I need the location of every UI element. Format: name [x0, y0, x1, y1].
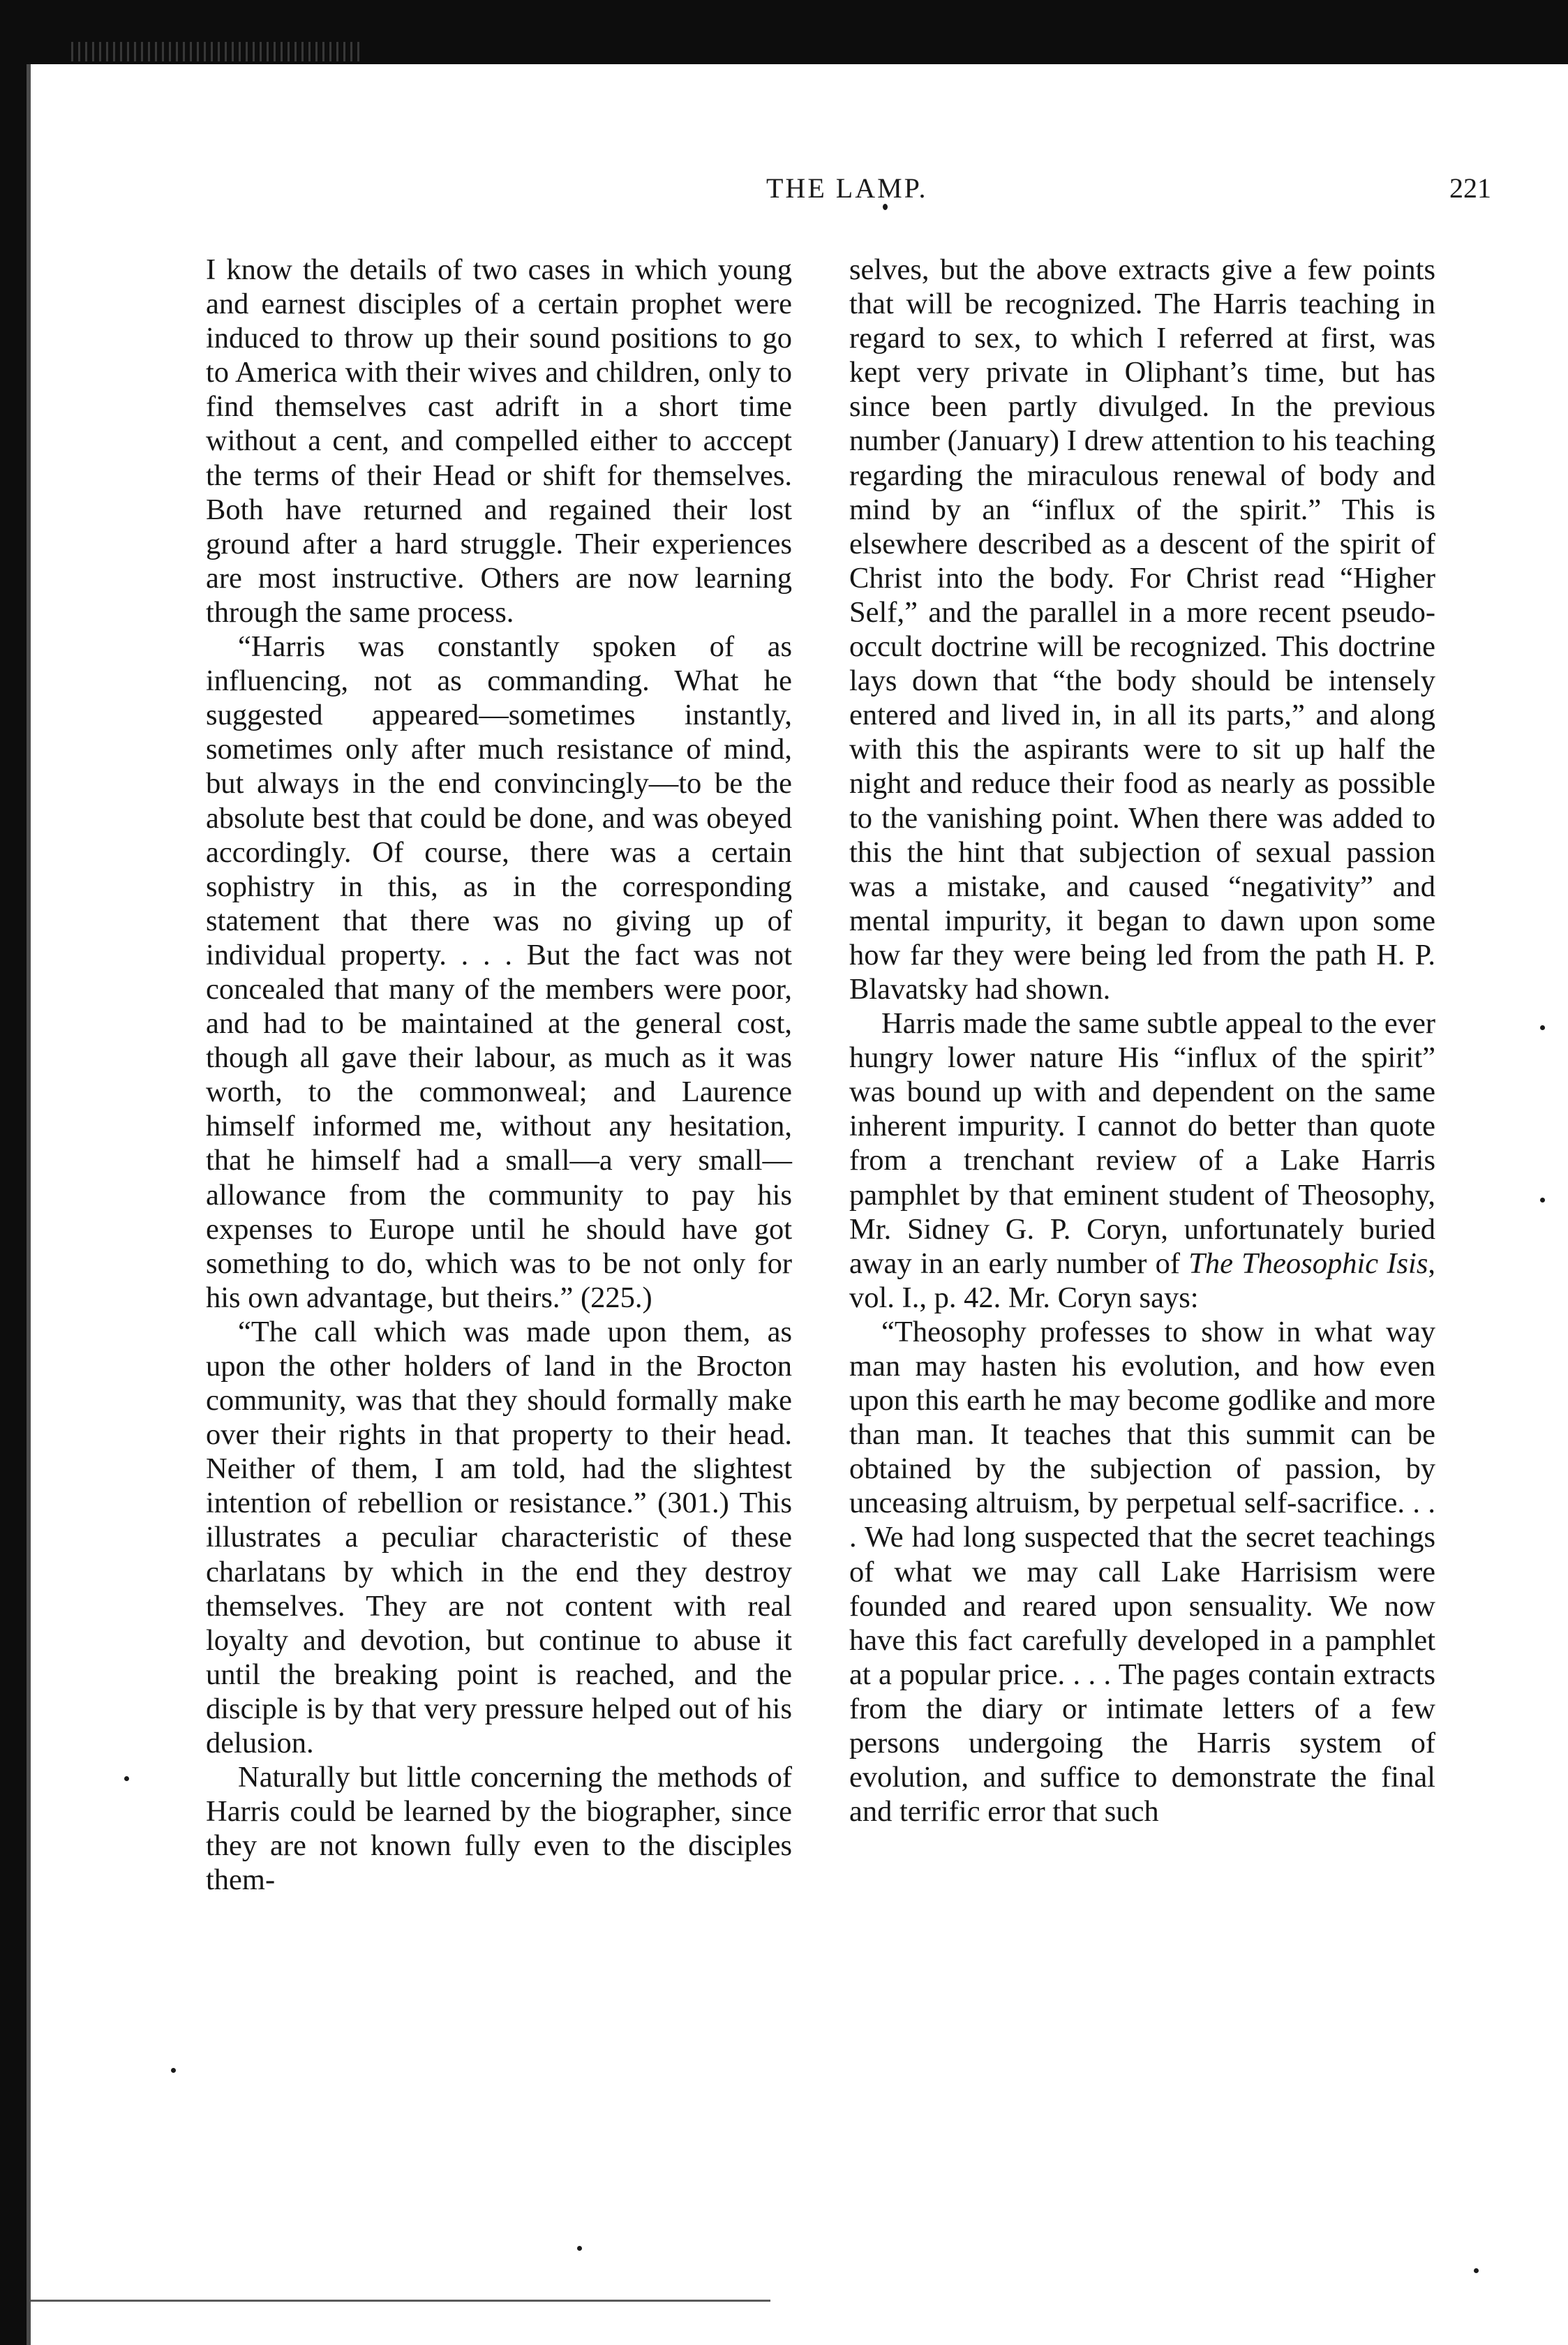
right-column	[849, 253, 1435, 1829]
running-head	[63, 172, 1491, 214]
scan-left-border	[0, 64, 27, 2345]
quoted-paragraph: “Harris was constantly spoken of as influencing, not as commanding. What he suggested appeared—sometimes instantly, sometimes only after much resistance of mind, but always in the end convincingly—to be the absolute best that could be done, and was obeyed accordingly. Of course, there was a certain sophistry in this, as in the corresponding statement that there was no giving up of individual property. . . . But the fact was not concealed that many of the members were poor, and had to be maintained at the general cost, though all gave their labour, as much as it was worth, to the commonweal; and Laurence himself informed me, without any hesitation, that he himself had a small—a very small—allowance from the community to pay his expenses to Europe until he should have got something to do, which was to be not only for his own advantage, but theirs.” (225.)	[206, 630, 792, 1314]
paragraph: Naturally but little concerning the methods of Harris could be learned by the biographer, since they are not known fully even to the disciples them-	[206, 1761, 792, 1897]
scan-speckle	[66, 42, 359, 61]
ink-speck	[171, 2068, 176, 2073]
ink-speck	[1540, 1025, 1545, 1030]
quoted-paragraph: “Theosophy professes to show in what way man may hasten his evolution, and how even upon this earth he may become godlike and more than man. It teaches that this summit can be obtained by the subjection of passion, by unceasing altruism, by perpetual self-sacrifice. . . . We had long suspected that the secret teachings of what we may call Lake Harrisism were founded and reared upon sensuality. We now have this fact carefully developed in a pamphlet at a popular price. . . . The pages contain extracts from the diary or intimate letters of a few persons undergoing the Harris system of evolution, and suffice to demonstrate the final and terrific error that such	[849, 1315, 1435, 1829]
left-column	[206, 253, 792, 1898]
paragraph	[849, 1006, 1435, 1315]
ink-speck	[577, 2246, 582, 2251]
page-number: 221	[1449, 172, 1491, 204]
ink-speck	[1474, 2268, 1479, 2273]
scan-bottom-rule	[31, 2300, 770, 2302]
ink-speck	[124, 1776, 129, 1781]
scan-left-shadow	[27, 64, 31, 2345]
paragraph: I know the details of two cases in which young and earnest disciples of a certain prophet were induced to throw up their sound positions to go to America with their wives and children, only to find themselves cast adrift in a short time without a cent, and compelled either to acccept the terms of their Head or shift for themselves. Both have returned and regained their lost ground after a hard struggle. Their experiences are most instructive. Others are now learning through the same process.	[206, 253, 792, 629]
quoted-paragraph: “The call which was made upon them, as upon the other holders of land in the Brocton community, was that they should formally make over their rights in that property to their head. Neither of them, I am told, had the slightest intention of rebellion or resistance.” (301.) This illustrates a peculiar characteristic of these charlatans by which in the end they destroy themselves. They are not content with real loyalty and devotion, but continue to abuse it until the breaking point is reached, and the disciple is by that very pressure helped out of his delusion.	[206, 1315, 792, 1760]
paragraph-text: Harris made the same subtle appeal to the ever hungry lower nature His “influx of the spirit” was bound up with and dependent on the same inherent impurity. I cannot do better than quote from a trenchant review of a Lake Harris pamphlet by that eminent student of Theosophy, Mr. Sidney G. P. Coryn, unfortunately buried away in an early number of	[849, 1007, 1435, 1280]
journal-title: THE LAMP.	[766, 172, 928, 204]
paragraph-text: , vol. I., p. 42. Mr. Coryn says:	[849, 1246, 1435, 1314]
ink-speck	[1540, 1198, 1545, 1203]
scan-top-border	[0, 0, 1568, 64]
continued-paragraph: selves, but the above extracts give a few points that will be recognized. The Harris teaching in regard to sex, to which I referred at first, was kept very private in Oliphant’s time, but has since been partly divulged. In the previous number (January) I drew attention to his teaching regarding the miraculous renewal of body and mind by an “influx of the spirit.” This is elsewhere described as a descent of the spirit of Christ into the body. For Christ read “Higher Self,” and the parallel in a more recent pseudo-occult doctrine will be recognized. This doctrine lays down that “the body should be intensely entered and lived in, in all its parts,” and along with this the aspirants were to sit up half the night and reduce their food as nearly as possible to the vanishing point. When there was added to this the hint that subjection of sexual passion was a mistake, and caused “negativity” and mental impurity, it began to dawn upon some how far they were being led from the path H. P. Blavatsky had shown.	[849, 253, 1435, 1006]
journal-reference: The Theosophic Isis	[1188, 1246, 1428, 1280]
